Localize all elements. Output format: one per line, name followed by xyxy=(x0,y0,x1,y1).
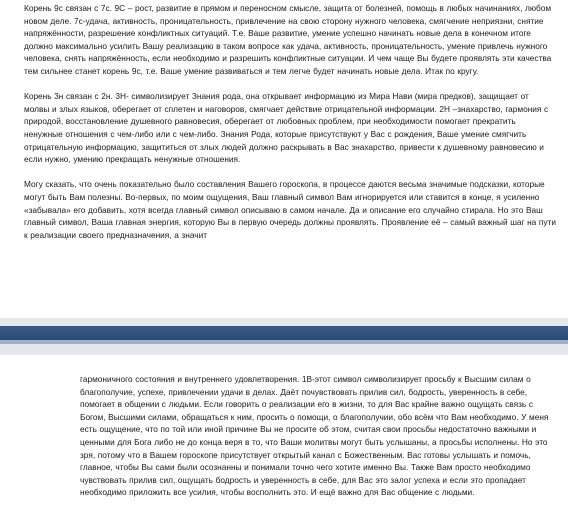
page-break-band-highlight xyxy=(0,340,568,344)
page-1-text xyxy=(24,2,556,254)
paragraph-symbol-1v: гармоничного состояния и внутреннего удовлетворения. 1В-этот символ символизирует просьбу к Высшим силам о благополучие, успехе, привлечении удачи в делах. Даёт почувствовать прилив сил, бодрость, уверенность в себе, помогает в общении с людьми. Если говорить о реализации его в жизни, то для Вас крайне важно ощущать связь с Богом, Высшими силами, обращаться к ним, просить о помощи, о благополучии, обо всём что Вам необходимо. У меня есть ощущение, что по той или иной причине Вы не просите об этом, считая свои просьбы недостаточно важными и ценными для Бога либо не до конца веря в то, что Ваши молитвы могут быть услышаны, а просьбы исполнены. Но это зря, потому что в Вашем гороскопе присутствует открытый канал с Божественным. Вас готовы услышать и помочь, главное, чтобы Вы сами были осознанны и понимали точно чего хотите именно Вы. Также Вам просто необходимо чувствовать прилив сил, ощущать бодрость и уверенность в себе, для Вас это залог успеха и если это пропадает необходимо приложить все усилия, чтобы восполнить это. И ещё важно для Вас общение с людьми. xyxy=(80,374,549,498)
page-2-text xyxy=(80,373,554,512)
paragraph-root-9c: Корень 9с связан с 7с. 9С – рост, развитие в прямом и переносном смысле, защита от болезней, помощь в любых начинаниях, любом новом деле. 7с-удача, активность, проницательность, привлечение на свою сторону нужного человека, смягчение неприязни, снятие напряжённости, разрешение конфликтных ситуаций. Т.е. Ваше развитие, умение успешно начинать новые дела в конечном итоге должно максимально усилить Вашу реализацию в таком вопросе как удача, активность, проницательность, умение привлечь нужного человека, снять напряжённость, если необходимо и разрешить конфликтные ситуации. И чем чаще Вы будете проявлять эти качества тем сильнее станет корень 9с, т.е. Ваше умение развиваться и тем легче будет начинать новые дела. Итак по кругу. xyxy=(24,3,552,76)
document-page-2 xyxy=(0,355,568,508)
page-break-band xyxy=(0,326,568,340)
paragraph-horoscope-notes: Могу сказать, что очень показательно было составления Вашего гороскопа, в процессе даются весьма значимые подсказки, которые могут быть Вам полезны. Во-первых, по моим ощущения, Ваш главный символ Вам игнорируется или ставится в конце, я усиленно «забывала» его добавить, хотя всегда главный символ описываю в самом начале. Да и описание его случайно стирала. Но это Ваш главный символ, Ваша главная энергия, которую Вы в первую очередь должны проявлять. Проявление её – самый важный шаг на пути к реализации своего предназначения, а значит xyxy=(24,179,556,240)
paragraph-root-3n: Корень 3н связан с 2н. 3Н- символизирует Знания рода, она открывает информацию из Мира Нави (мира предков), защищает от молвы и злых языков, оберегает от сплетен и наговоров, смягчает действие отрицательной информации. 2Н –знахарство, гармония с природой, восстановление душевного равновесия, оберегает от любовных проблем, при необходимости помогает прекратить ненужные отношения с чем-либо или с чем-либо. Знания Рода, которые присутствуют у Вас с рождения, Ваше умение смягчить отрицательную информацию, защититься от злых людей должно раскрывать в Вас знахарство, привести к душевному равновесию и если нужно, умению прекращать ненужные отношения. xyxy=(24,91,549,165)
page-break-gap xyxy=(0,318,568,355)
